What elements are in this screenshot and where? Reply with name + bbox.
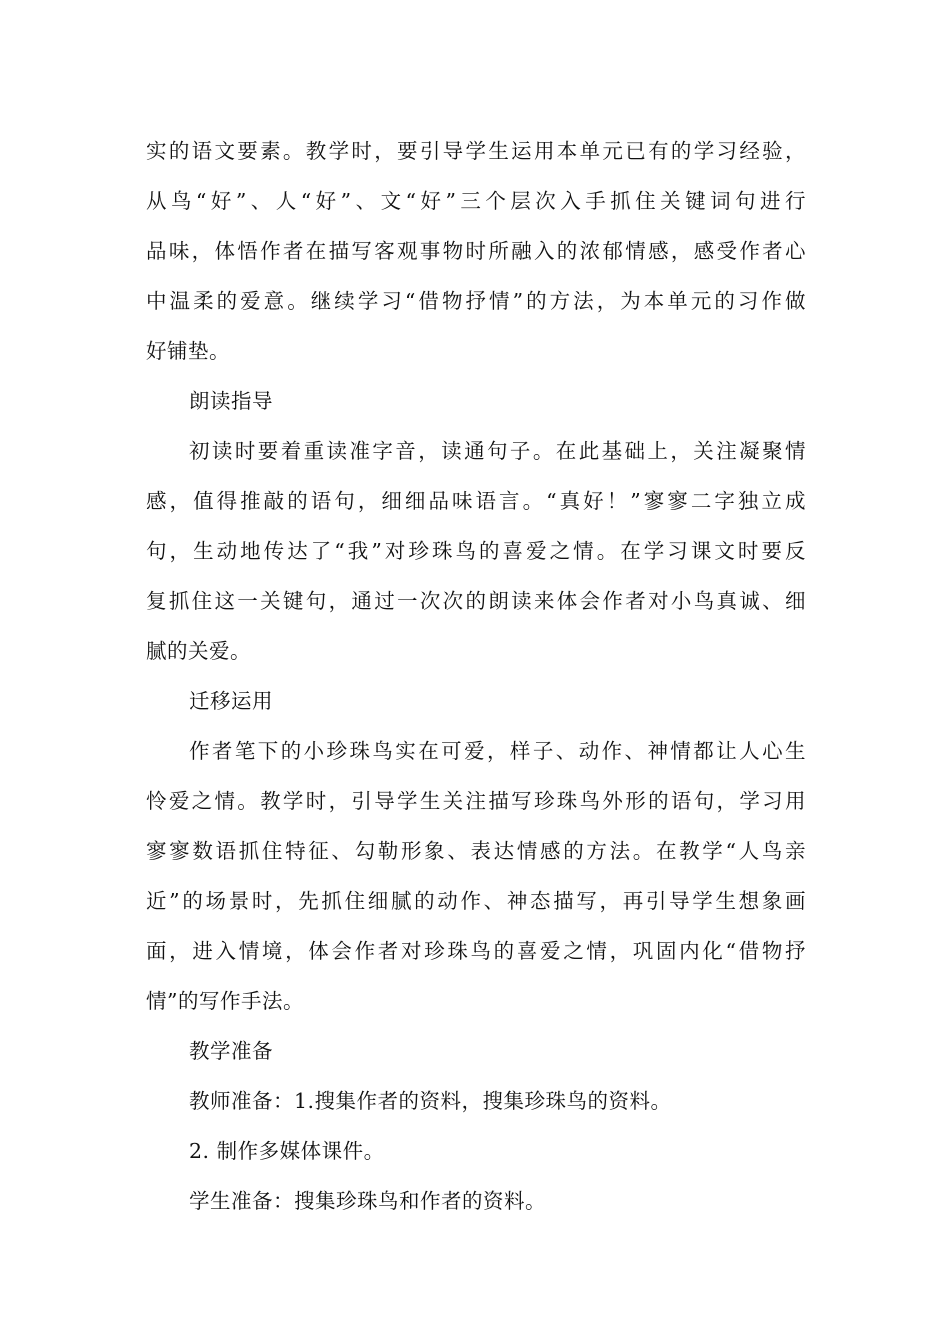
- text-line: 品味，体悟作者在描写客观事物时所融入的浓郁情感，感受作者心: [146, 239, 806, 263]
- student-preparation: 学生准备：搜集珍珠鸟和作者的资料。: [189, 1189, 546, 1213]
- section-heading-reading-guidance: 朗读指导: [189, 389, 273, 413]
- teacher-preparation-item-2: 2. 制作多媒体课件。: [189, 1139, 385, 1163]
- text-line: 好铺垫。: [146, 339, 230, 363]
- section-heading-teaching-preparation: 教学准备: [189, 1039, 273, 1063]
- teacher-preparation: 教师准备：1.搜集作者的资料，搜集珍珠鸟的资料。: [189, 1089, 672, 1113]
- text-line: 中温柔的爱意。继续学习“借物抒情”的方法，为本单元的习作做: [146, 289, 806, 313]
- text-line: 近”的场景时，先抓住细腻的动作、神态描写，再引导学生想象画: [146, 889, 806, 913]
- section-heading-transfer-application: 迁移运用: [189, 689, 273, 713]
- text-line: 寥寥数语抓住特征、勾勒形象、表达情感的方法。在教学“人鸟亲: [146, 839, 806, 863]
- text-line: 实的语文要素。教学时，要引导学生运用本单元已有的学习经验，: [146, 139, 806, 163]
- text-line: 作者笔下的小珍珠鸟实在可爱，样子、动作、神情都让人心生: [189, 739, 806, 763]
- text-line: 腻的关爱。: [146, 639, 251, 663]
- text-line: 怜爱之情。教学时，引导学生关注描写珍珠鸟外形的语句，学习用: [146, 789, 806, 813]
- document-page: [146, 126, 806, 1226]
- text-line: 感，值得推敲的语句，细细品味语言。“真好！”寥寥二字独立成: [146, 489, 806, 513]
- text-line: 句，生动地传达了“我”对珍珠鸟的喜爱之情。在学习课文时要反: [146, 539, 806, 563]
- text-line: 复抓住这一关键句，通过一次次的朗读来体会作者对小鸟真诚、细: [146, 589, 806, 613]
- text-line: 从鸟“好”、人“好”、文“好”三个层次入手抓住关键词句进行: [146, 189, 806, 213]
- text-line: 情”的写作手法。: [146, 989, 304, 1013]
- text-line: 面，进入情境，体会作者对珍珠鸟的喜爱之情，巩固内化“借物抒: [146, 939, 806, 963]
- text-line: 初读时要着重读准字音，读通句子。在此基础上，关注凝聚情: [189, 439, 806, 463]
